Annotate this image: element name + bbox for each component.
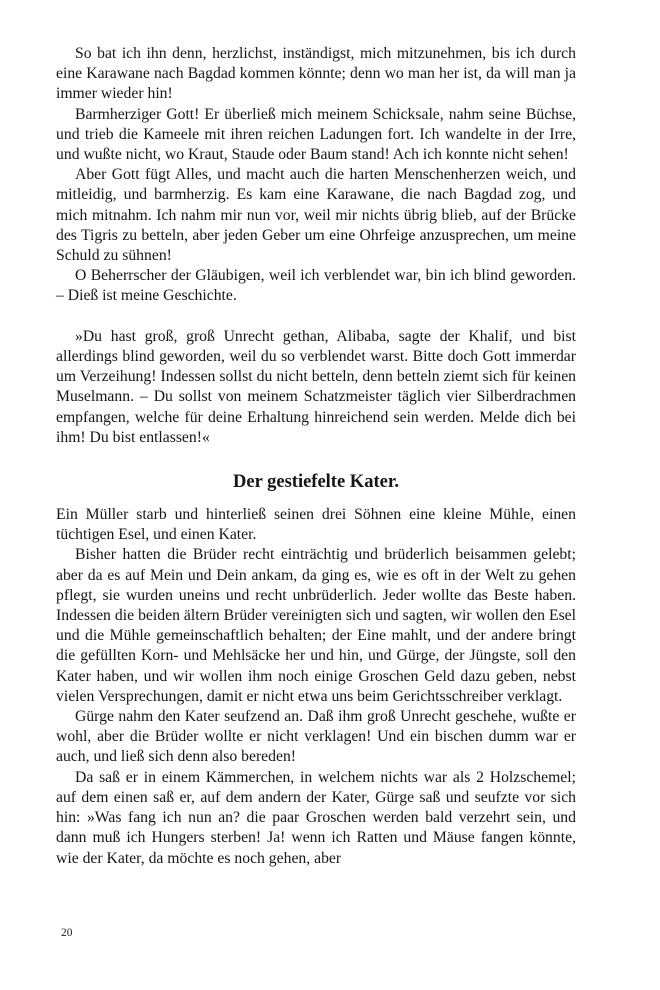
page-number: 20 (61, 927, 73, 939)
chapter-paragraph-4: Da saß er in einem Kämmerchen, in welchem nichts war als 2 Holzschemel; auf dem einen saß er, auf dem andern der Kater, Gürge saß und seufzte vor sich hin: »Was fang ich nun an? die paar Groschen werden bald verzehrt sein, und dann muß ich Hungers sterben! Ja! wenn ich Ratten und Mäuse fangen könnte, wie der Kater, da möchte es noch gehen, aber (56, 768, 576, 867)
chapter-title: Der gestiefelte Kater. (233, 472, 399, 493)
story-end-paragraph-5: »Du hast groß, groß Unrecht gethan, Alibaba, sagte der Khalif, und bist allerdings blind geworden, weil du so verblendet warst. Bitte doch Gott immerdar um Verzeihung! Indessen sollst du nicht betteln, denn betteln ziemt sich für keinen Muselmann. – Du sollst von meinem Schatzmeister täglich vier Silberdrachmen empfangen, welche für deine Erhaltung hinreichend sein werden. Melde dich bei ihm! Du bist entlassen!« (56, 327, 576, 446)
text-block (56, 44, 576, 869)
story-end-paragraph-4: O Beherrscher der Gläubigen, weil ich verblendet war, bin ich blind geworden. – Dieß ist meine Geschichte. (56, 267, 576, 305)
story-end-paragraph-3: Aber Gott fügt Alles, und macht auch die harten Menschenherzen weich, und mitleidig, und barmherzig. Es kam eine Karawane, die nach Bagdad zog, und mich mitnahm. Ich nahm mir nun vor, weil mir nichts übrig blieb, auf der Brücke des Tigris zu betteln, aber jeden Geber um eine Ohrfeige anzusprechen, um meine Schuld zu sühnen! (56, 166, 576, 265)
chapter-paragraph-1: Ein Müller starb und hinterließ seinen drei Söhnen eine kleine Mühle, einen tüchtigen Esel, und einen Kater. (56, 506, 576, 544)
chapter-paragraph-2: Bisher hatten die Brüder recht einträchtig und brüderlich beisammen gelebt; aber da es auf Mein und Dein ankam, da ging es, wie es oft in der Welt zu gehen pflegt, sie wurden uneins und recht unbrüderlich. Jeder wollte das Beste haben. Indessen die beiden ältern Brüder vereinigten sich und sagten, wir wollen den Esel und die Mühle gemeinschaftlich behalten; der Eine mahlt, und der andere bringt die gefüllten Korn- und Mehlsäcke her und hin, und Gürge, der Jüngste, soll den Kater haben, und wir wollen ihm noch einige Groschen Geld dazu geben, nebst vielen Versprechungen, damit er nicht etwa uns beim Gerichtsschreiber verklagt. (56, 546, 576, 705)
story-end-paragraph-1: So bat ich ihn denn, herzlichst, inständigst, mich mitzunehmen, bis ich durch eine Karawane nach Bagdad kommen könnte; denn wo man her ist, da will man ja immer wieder hin! (56, 45, 576, 103)
story-end-paragraph-2: Barmherziger Gott! Er überließ mich meinem Schicksale, nahm seine Büchse, und trieb die Kameele mit ihren reichen Ladungen fort. Ich wandelte in der Irre, und wußte nicht, wo Kraut, Staude oder Baum stand! Ach ich konnte nicht sehen! (56, 105, 576, 164)
chapter-paragraph-3: Gürge nahm den Kater seufzend an. Daß ihm groß Unrecht geschehe, wußte er wohl, aber die Brüder wollte er nicht verklagen! Und ein bischen dumm war er auch, und ließ sich denn also bereden! (56, 708, 576, 766)
